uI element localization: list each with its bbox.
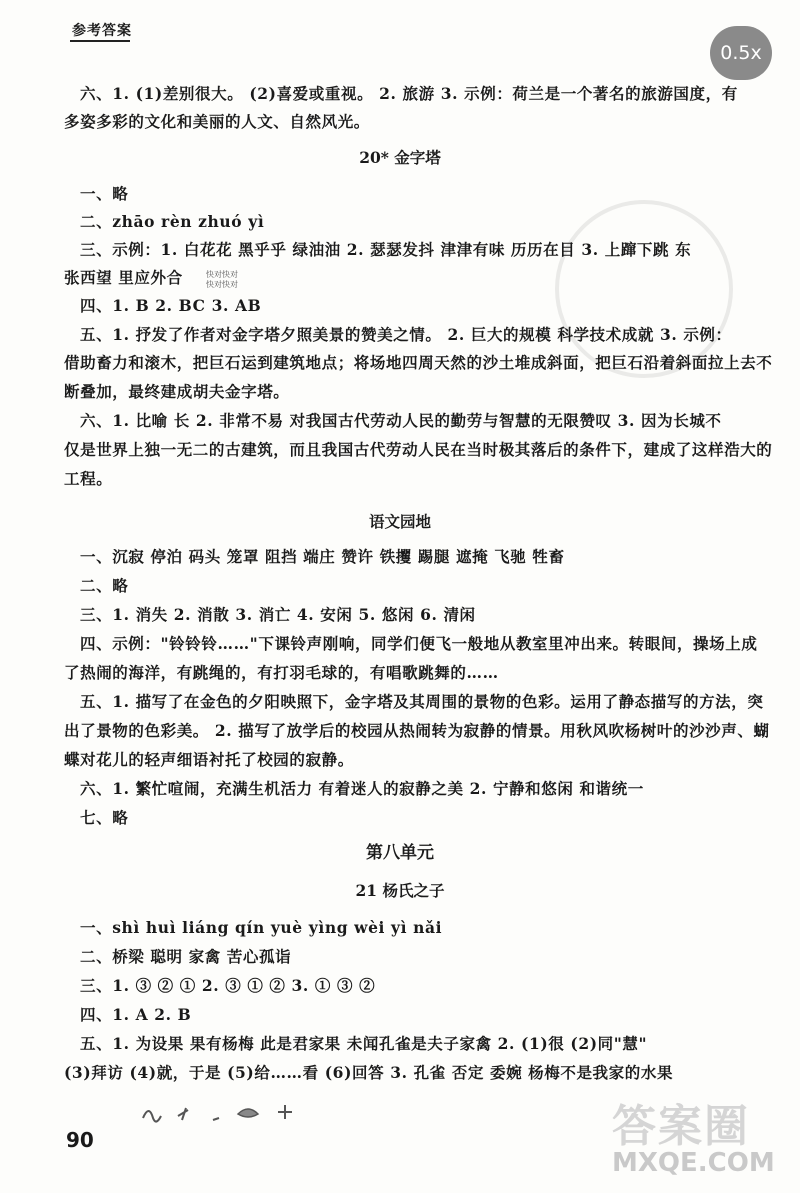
section-heading: 20* 金字塔 [359,148,441,167]
header-label: 参考答案 [72,23,132,39]
text-line: 四、1. A 2. B [80,1005,192,1024]
text-line: 借助畜力和滚木，把巨石运到建筑地点；将场地四周天然的沙土堆成斜面，把巨石沿着斜面拉上去不 [64,353,773,372]
text-line: 工程。 [64,469,113,488]
text-line: 五、1. 描写了在金色的夕阳映照下，金字塔及其周围的景物的色彩。运用了静态描写的方法，突 [80,692,764,711]
text-line: 蝶对花儿的轻声细语衬托了校园的寂静。 [64,750,354,769]
text-line: 多姿多彩的文化和美丽的人文、自然风光。 [64,112,370,131]
section-heading: 语文园地 [368,512,431,531]
watermark-text: 快对快对 [206,280,238,289]
text-line: 七、略 [80,808,129,827]
text-line: 五、1. 抒发了作者对金字塔夕照美景的赞美之情。 2. 巨大的规模 科学技术成就 3. 示例： [80,325,732,344]
text-line: 一、shì huì liáng qín yuè yìng wèi yì nǎi [80,918,443,937]
text-line: 六、1. 比喻 长 2. 非常不易 对我国古代劳动人民的勤劳与智慧的无限赞叹 3. 因为长城不 [80,411,722,430]
text-line: 断叠加，最终建成胡夫金字塔。 [64,382,290,401]
doodle-decoration [138,1098,338,1128]
text-line: 一、沉寂 停泊 码头 笼罩 阻挡 端庄 赞许 铁攫 踢腿 遮掩 飞驰 牲畜 [80,547,565,566]
site-watermark [612,1090,782,1186]
page-number: 90 [66,1128,94,1152]
text-line: 六、1. (1)差别很大。 (2)喜爱或重视。 2. 旅游 3. 示例：荷兰是一个著名的旅游国度，有 [80,84,738,103]
text-line: 三、1. ③ ② ① 2. ③ ① ② 3. ① ③ ② [80,976,376,995]
text-line: 三、示例：1. 白花花 黑乎乎 绿油油 2. 瑟瑟发抖 津津有味 历历在目 3. 上蹿下跳 东 [80,240,692,259]
text-line: 四、示例："铃铃铃……"下课铃声刚响，同学们便飞一般地从教室里冲出来。转眼间，操场上成 [80,634,758,653]
site-watermark-en: MXQE.COM [612,1148,775,1178]
zoom-badge[interactable]: 0.5x [710,26,772,80]
text-line: 二、略 [80,576,129,595]
text-line: 六、1. 繁忙喧闹，充满生机活力 有着迷人的寂静之美 2. 宁静和悠闲 和谐统一 [80,779,644,798]
watermark-text: 快对快对 [206,270,238,279]
text-line: 二、桥梁 聪明 家禽 苦心孤诣 [80,947,292,966]
text-line: 仅是世界上独一无二的古建筑，而且我国古代劳动人民在当时极其落后的条件下，建成了这样浩大的 [64,440,773,459]
text-line: 出了景物的色彩美。 2. 描写了放学后的校园从热闹转为寂静的情景。用秋风吹杨树叶的沙沙声、蝴 [64,721,770,740]
site-watermark-cn: 答案圈 [612,1101,750,1152]
section-heading: 21 杨氏之子 [355,881,445,900]
text-line: 三、1. 消失 2. 消散 3. 消亡 4. 安闲 5. 悠闲 6. 清闲 [80,605,476,624]
text-line: 四、1. B 2. BC 3. AB [80,296,262,315]
text-line: (3)拜访 (4)就，于是 (5)给……看 (6)回答 3. 孔雀 否定 委婉 杨梅不是我家的水果 [64,1063,674,1082]
unit-heading: 第八单元 [366,843,434,863]
text-line: 张西望 里应外合 [64,268,183,287]
text-line: 二、zhāo rèn zhuó yì [80,212,265,231]
text-line: 五、1. 为设果 果有杨梅 此是君家果 未闻孔雀是夫子家禽 2. (1)很 (2)同"慧" [80,1034,648,1053]
text-line: 了热闹的海洋，有跳绳的，有打羽毛球的，有唱歌跳舞的…… [64,663,499,682]
header-rule [70,40,130,42]
text-line: 一、略 [80,184,129,203]
